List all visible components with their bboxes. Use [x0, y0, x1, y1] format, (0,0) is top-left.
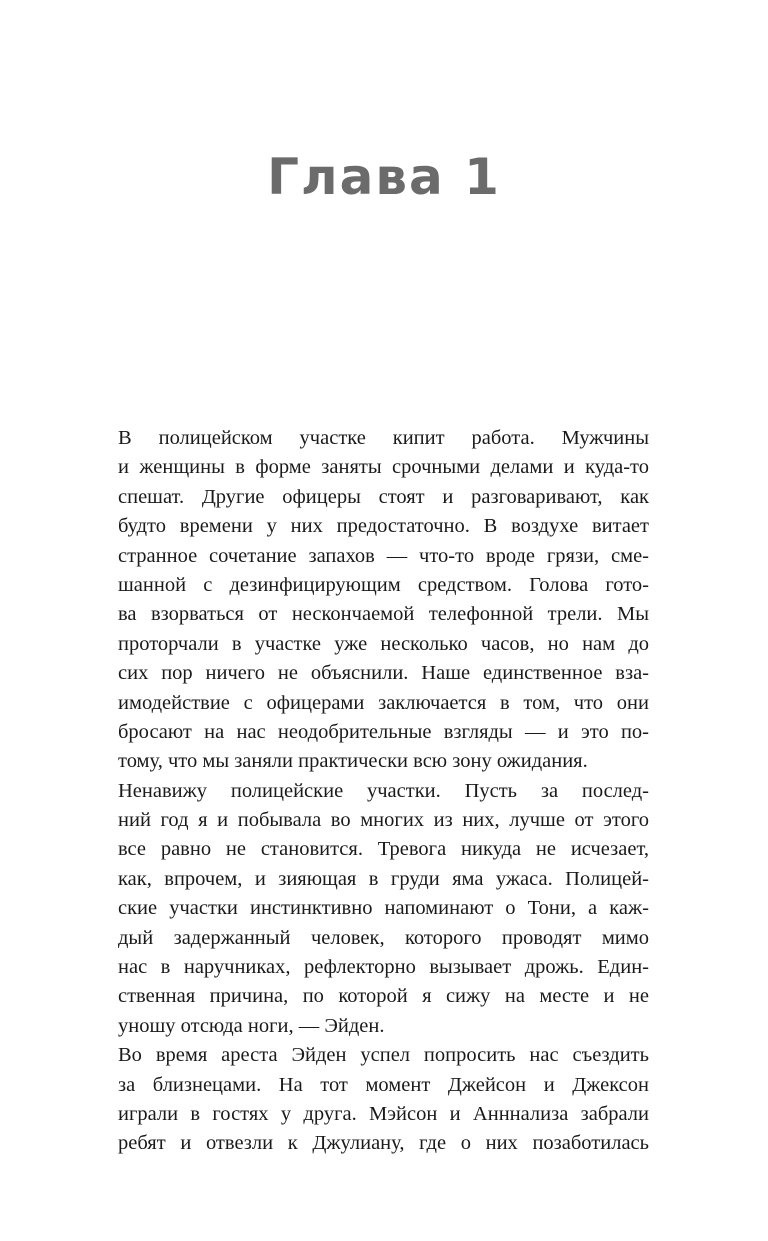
text-line: играли в гостях у друга. Мэйсон и Анннализа забрали: [118, 1102, 649, 1125]
text-line: шанной с дезинфицирующим средством. Голова гото-: [118, 573, 649, 596]
text-line: В полицейском участке кипит работа. Мужчины: [118, 427, 649, 449]
text-line: дый задержанный человек, которого проводят мимо: [118, 926, 649, 949]
text-line: ственная причина, по которой я сижу на месте и не: [118, 985, 649, 1008]
text-line: за близнецами. На тот момент Джейсон и Джексон: [118, 1073, 649, 1096]
text-line: нас в наручниках, рефлекторно вызывает дрожь. Един-: [118, 956, 649, 979]
text-line: имодействие с офицерами заключается в том, что они: [118, 691, 649, 714]
text-line: как, впрочем, и зияющая в груди яма ужаса. Полицей-: [118, 867, 649, 890]
text-line: будто времени у них предостаточно. В воздухе витает: [118, 515, 649, 538]
text-line: странное сочетание запахов — что-то вроде грязи, сме-: [118, 544, 649, 567]
text-line: все равно не становится. Тревога никуда не исчезает,: [118, 838, 649, 861]
text-line: ские участки инстинктивно напоминают о Тони, а каж-: [118, 897, 649, 920]
text-line: сих пор ничего не объяснили. Наше единственное вза-: [118, 662, 649, 685]
text-line: уношу отсюда ноги, — Эйден.: [118, 1014, 385, 1037]
text-line: Ненавижу полицейские участки. Пусть за послед-: [118, 779, 649, 802]
text-line: бросают на нас неодобрительные взгляды — и это по-: [118, 720, 649, 743]
text-line: ва взорваться от нескончаемой телефонной трели. Мы: [118, 603, 649, 626]
text-line: ребят и отвезли к Джулиану, где о них позаботилась: [118, 1132, 649, 1155]
paragraph-1: [118, 424, 649, 777]
body-text: [118, 424, 649, 1159]
paragraph-3: [118, 1041, 649, 1159]
text-line: ний год я и побывала во многих из них, лучше от этого: [118, 809, 649, 832]
chapter-title: Глава 1: [267, 148, 501, 206]
text-line: и женщины в форме заняты срочными делами и куда-то: [118, 456, 649, 479]
text-line: проторчали в участке уже несколько часов, но нам до: [118, 632, 649, 655]
text-line: Во время ареста Эйден успел попросить нас съездить: [118, 1044, 649, 1067]
paragraph-2: [118, 777, 649, 1042]
text-line: тому, что мы заняли практически всю зону ожидания.: [118, 750, 588, 773]
text-line: спешат. Другие офицеры стоят и разговаривают, как: [118, 485, 649, 508]
